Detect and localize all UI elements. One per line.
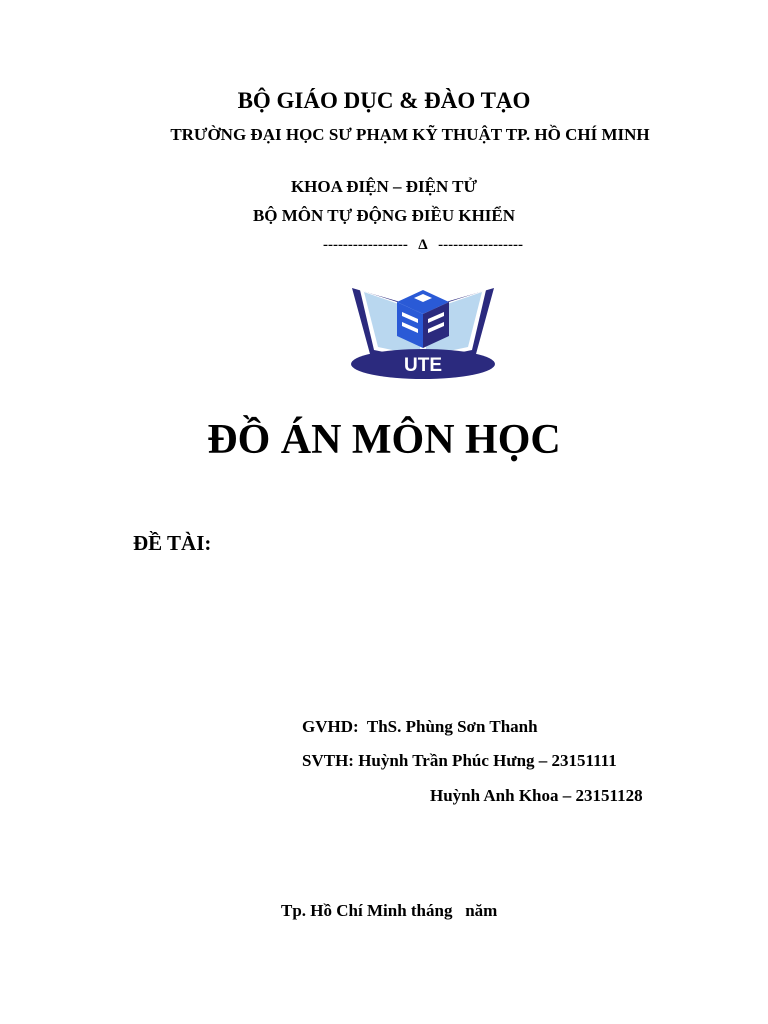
topic-label: ĐỀ TÀI: bbox=[133, 531, 212, 555]
logo-text: UTE bbox=[404, 355, 442, 376]
ministry-name: BỘ GIÁO DỤC & ĐÀO TẠO bbox=[237, 88, 531, 113]
footer-place-date: Tp. Hồ Chí Minh tháng năm bbox=[281, 901, 498, 920]
document-title: ĐỒ ÁN MÔN HỌC bbox=[207, 417, 561, 463]
student-line-2: Huỳnh Anh Khoa – 23151128 bbox=[430, 786, 643, 805]
student-line-1: SVTH: Huỳnh Trần Phúc Hưng – 23151111 bbox=[302, 751, 617, 770]
ute-logo-icon bbox=[348, 274, 498, 382]
faculty-name: KHOA ĐIỆN – ĐIỆN TỬ bbox=[290, 177, 478, 196]
department-name: BỘ MÔN TỰ ĐỘNG ĐIỀU KHIỂN bbox=[252, 206, 516, 225]
header-divider: ----------------- Δ ----------------- bbox=[322, 237, 524, 253]
advisor-line: GVHD: ThS. Phùng Sơn Thanh bbox=[302, 717, 538, 736]
school-name: TRƯỜNG ĐẠI HỌC SƯ PHẠM KỸ THUẬT TP. HỒ CHÍ MINH bbox=[170, 125, 650, 144]
